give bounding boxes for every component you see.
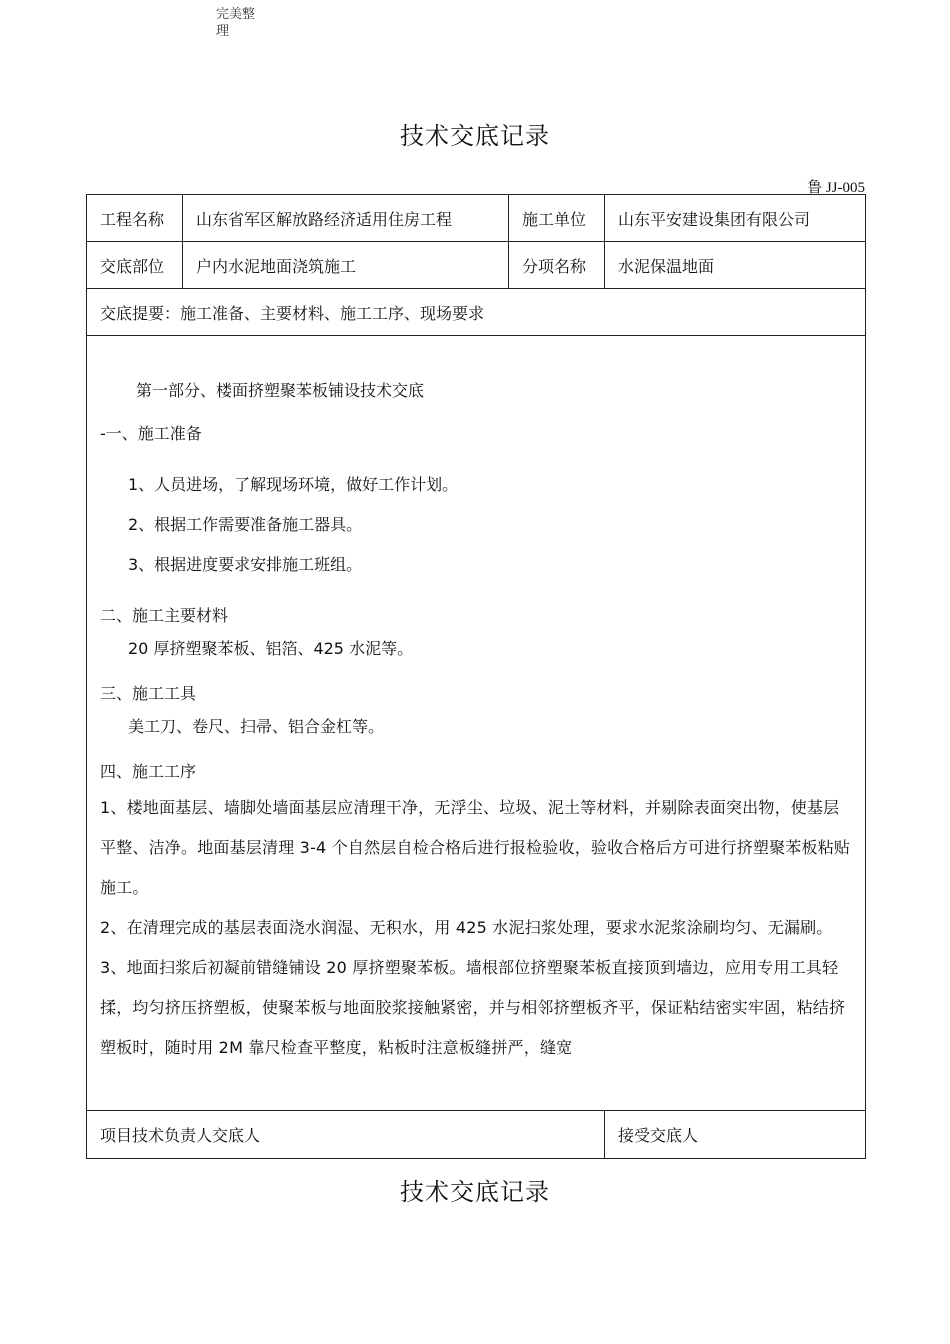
value-disclosure-part: 户内水泥地面浇筑施工	[183, 242, 509, 289]
section-3-text: 美工刀、卷尺、扫帚、铝合金杠等。	[128, 717, 385, 736]
section-1-list	[100, 472, 852, 575]
summary-cell: 交底提要：施工准备、主要材料、施工工序、现场要求	[87, 289, 866, 336]
label-project-name: 工程名称	[87, 195, 183, 242]
section-4-title: 四、施工工序	[100, 762, 197, 781]
section-4-paragraph-1: 1、楼地面基层、墙脚处墙面基层应清理干净，无浮尘、垃圾、泥土等材料，并剔除表面突出物，使基层平整、洁净。地面基层清理 3-4 个自然层自检合格后进行报检验收，验收合格后方可进行挤塑聚苯板粘贴施工。	[100, 798, 851, 897]
signature-receiver: 接受交底人	[605, 1111, 866, 1159]
value-construction-unit: 山东平安建设集团有限公司	[605, 195, 866, 242]
row-content	[87, 336, 866, 1111]
section-4-paragraph-3: 3、地面扫浆后初凝前错缝铺设 20 厚挤塑聚苯板。墙根部位挤塑聚苯板直接顶到墙边，应用专用工具轻揉，均匀挤压挤塑板，使聚苯板与地面胶浆接触紧密，并与相邻挤塑板齐平，保证粘结密实牢固，粘结挤塑板时，随时用 2M 靠尺检查平整度，粘板时注意板缝拼严，缝宽	[100, 958, 846, 1057]
section-3-title: 三、施工工具	[100, 684, 197, 703]
label-disclosure-part: 交底部位	[87, 242, 183, 289]
page-title-repeat: 技术交底记录	[400, 1178, 550, 1206]
signature-discloser: 项目技术负责人交底人	[87, 1111, 605, 1159]
row-signature	[87, 1111, 866, 1159]
list-item: 1、人员进场，了解现场环境，做好工作计划。	[128, 475, 459, 494]
value-project-name: 山东省军区解放路经济适用住房工程	[183, 195, 509, 242]
section-2-title: 二、施工主要材料	[100, 606, 229, 625]
label-construction-unit: 施工单位	[509, 195, 605, 242]
row-summary	[87, 289, 866, 336]
disclosure-form	[86, 194, 866, 1159]
list-item: 2、根据工作需要准备施工器具。	[128, 515, 363, 534]
label-sub-item: 分项名称	[509, 242, 605, 289]
part-title: 第一部分、楼面挤塑聚苯板铺设技术交底	[136, 381, 425, 400]
page-title: 技术交底记录	[400, 122, 550, 150]
row-part	[87, 242, 866, 289]
section-4-paragraph-2: 2、在清理完成的基层表面浇水润湿、无积水，用 425 水泥扫浆处理，要求水泥浆涂刷均匀、无漏刷。	[100, 918, 833, 937]
content-cell	[87, 336, 866, 1111]
header-note: 完美整理	[216, 7, 256, 39]
list-item: 3、根据进度要求安排施工班组。	[128, 555, 363, 574]
section-1-title: -一、施工准备	[100, 424, 202, 443]
row-project	[87, 195, 866, 242]
section-2-text: 20 厚挤塑聚苯板、铝箔、425 水泥等。	[128, 639, 414, 658]
form-code: 鲁 JJ-005	[807, 180, 865, 196]
value-sub-item: 水泥保温地面	[605, 242, 866, 289]
